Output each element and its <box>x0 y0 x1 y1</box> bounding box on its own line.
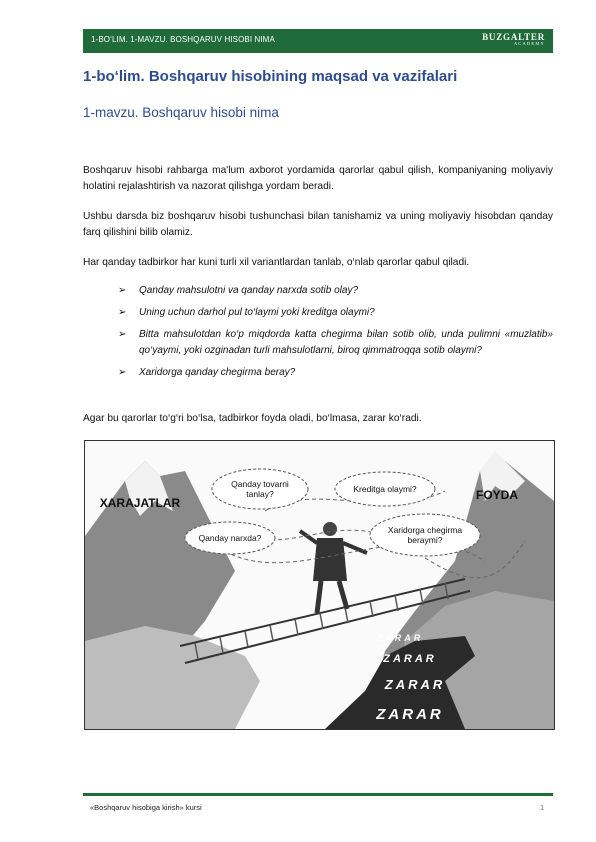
illustration-svg <box>85 441 554 729</box>
thought-cloud-3 <box>185 522 275 554</box>
list-item <box>118 305 553 321</box>
thought-cloud-1 <box>212 469 308 509</box>
thought-text-2: Kreditga olaymi? <box>353 484 417 494</box>
conclusion-paragraph: Agar bu qarorlar to‘g‘ri bo‘lsa, tadbirkor foyda oladi, bo‘lmasa, zarar ko‘radi. <box>83 413 422 424</box>
thought-text-3: Qanday narxda? <box>198 533 262 543</box>
river-word-1: ZARAR <box>376 633 424 643</box>
thought-text-1b: tanlay? <box>246 489 274 499</box>
list-item-text: Qanday mahsulotni va qanday narxda sotib olay? <box>139 285 359 296</box>
thought-text-1: Qanday tovarni <box>231 479 289 489</box>
arrow-bullet-icon: ➢ <box>118 307 127 318</box>
logo-sub-text: ACADEMY <box>513 41 545 46</box>
section-title: 1-bo‘lim. Boshqaruv hisobining maqsad va vazifalari <box>83 68 458 85</box>
arrow-bullet-icon: ➢ <box>118 366 127 378</box>
arrow-bullet-icon: ➢ <box>118 329 127 340</box>
list-item <box>118 327 553 358</box>
thought-cloud-2 <box>335 472 435 506</box>
header-breadcrumb: 1-BO‘LIM. 1-MAVZU. BOSHQARUV HISOBI NIMA <box>91 35 275 44</box>
paragraph-3: Har qanday tadbirkor har kuni turli xil variantlardan tanlab, o‘nlab qarorlar qabul qiladi. <box>83 257 470 268</box>
list-item <box>118 365 553 381</box>
logo-main-text: BUZGALTER <box>482 32 545 42</box>
left-peak-label: XARAJATLAR <box>99 496 181 510</box>
list-item-text: Uning uchun darhol pul to‘laymi yoki kreditga olaymi? <box>139 307 375 318</box>
thought-text-4b: beraymi? <box>407 535 443 545</box>
list-item-text: Bitta mahsulotdan ko‘p miqdorda katta chegirma bilan sotib olib, unda pulimni «muzlatib» qo‘yaymi, yoki ozginadan turli mahsulotlarni, biroq qimmatroqqa sotib olaymi? <box>139 329 553 356</box>
topic-subtitle: 1-mavzu. Boshqaruv hisobi nima <box>83 105 279 120</box>
paragraph-1: Boshqaruv hisobi rahbarga ma'lum axborot yordamida qarorlar qabul qilish, kompaniyaning moliyaviy holatini rejalashtirish va nazorat qilishga yordam beradi. <box>83 165 553 192</box>
river-word-3: ZARAR <box>384 677 446 692</box>
right-peak-label: FOYDA <box>476 488 518 502</box>
arrow-bullet-icon: ➢ <box>118 285 127 296</box>
page-header <box>83 29 553 53</box>
footer-rule <box>83 793 553 796</box>
thought-cloud-4 <box>370 514 480 556</box>
question-list <box>118 283 553 387</box>
decision-illustration <box>84 440 555 730</box>
river-word-2: ZARAR <box>383 653 437 665</box>
list-item <box>118 283 553 299</box>
page-number: 1 <box>540 803 545 812</box>
river-word-4: ZARAR <box>376 706 444 723</box>
thought-text-4: Xaridorga chegirma <box>387 525 463 535</box>
academy-logo <box>482 32 545 46</box>
footer-course-name: «Boshqaruv hisobiga kirish» kursi <box>90 803 202 812</box>
paragraph-2: Ushbu darsda biz boshqaruv hisobi tushunchasi bilan tanishamiz va uning moliyaviy hisobdan qanday farq qilishini bilib olamiz. <box>83 211 553 238</box>
list-item-text: Xaridorga qanday chegirma beray? <box>139 366 296 378</box>
